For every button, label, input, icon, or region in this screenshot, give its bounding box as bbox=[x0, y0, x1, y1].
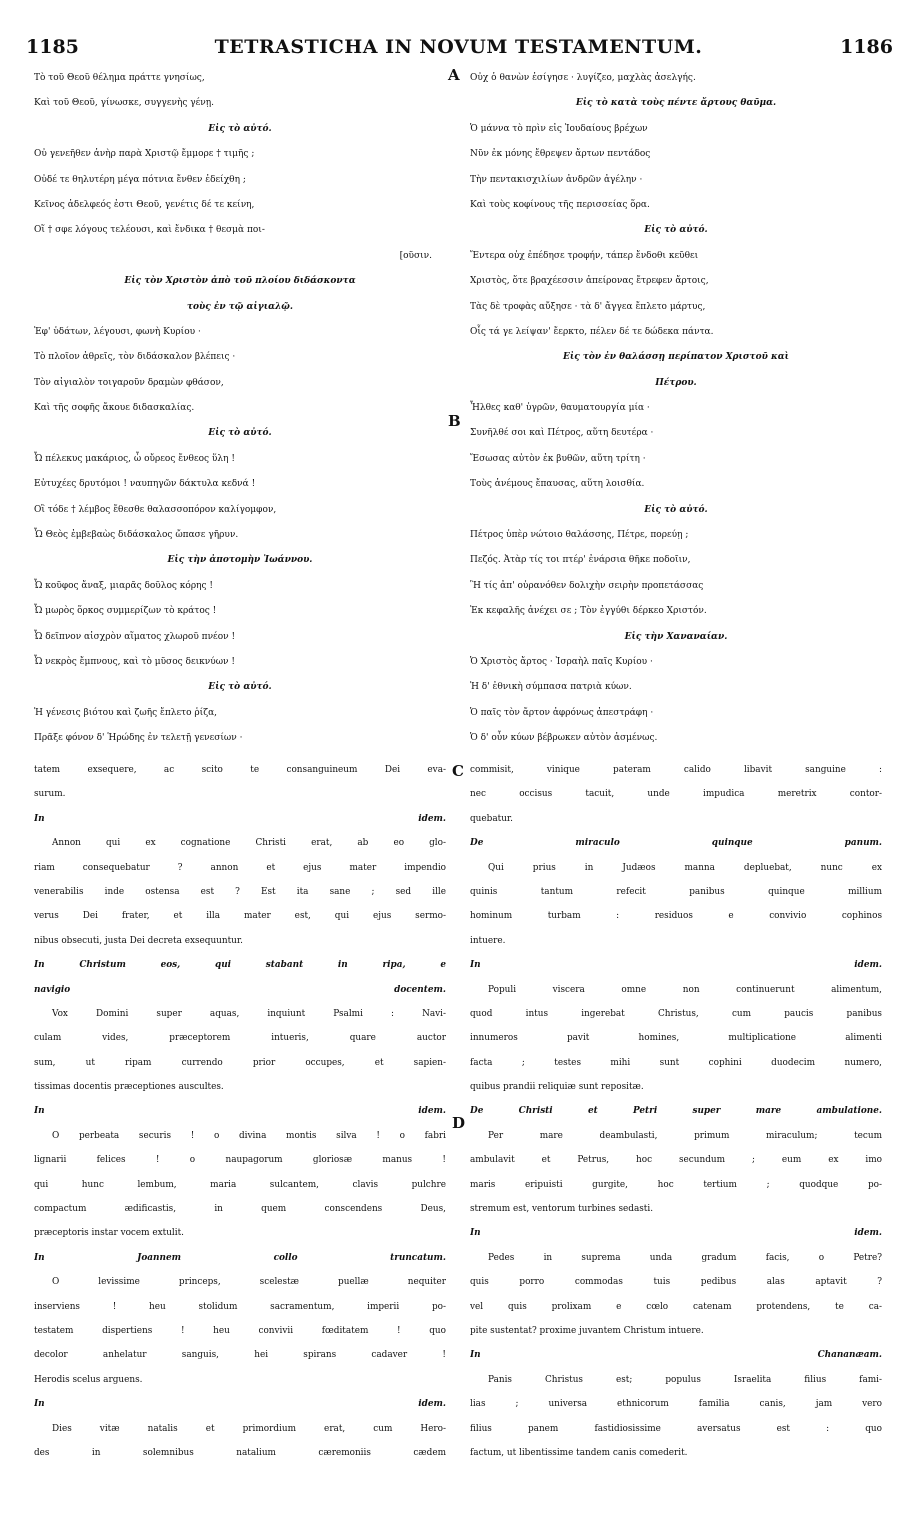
text-line: præceptoris instar vocem extulit. bbox=[34, 1228, 184, 1239]
margin-marker-c: C bbox=[452, 762, 464, 780]
section-heading: In idem. bbox=[470, 960, 882, 971]
section-heading: In Joannem collo truncatum. bbox=[34, 1252, 446, 1263]
section-heading: In Chananæam. bbox=[470, 1350, 882, 1361]
section-heading: In idem. bbox=[34, 813, 446, 824]
section-heading: Εἰς τὸ κατὰ τοὺς πέντε ἄρτους θαῦμα. bbox=[575, 98, 777, 109]
text-line: tissimas docentis præceptiones auscultes. bbox=[34, 1082, 224, 1093]
greek-column-left bbox=[34, 66, 446, 744]
text-line: Ἡ γένεσις βιότου καὶ ζωῆς ἔπλετο ῥίζα, bbox=[34, 707, 218, 718]
text-line: riam consequebatur ? annon et ejus mater impendio bbox=[34, 862, 446, 873]
text-line: Οὐ γενεῆθεν ἀνὴρ παρὰ Χριστῷ ἔμμορε † τιμῆς ; bbox=[34, 149, 255, 160]
text-line: tatem exsequere, ac scito te consanguineum Dei eva- bbox=[34, 765, 446, 775]
text-line: inserviens ! heu stolidum sacramentum, imperii po- bbox=[34, 1301, 446, 1312]
section-heading: In idem. bbox=[34, 1106, 446, 1117]
page-number-right: 1186 bbox=[840, 36, 893, 58]
section-heading: Εἰς τὴν ἀποτομὴν Ἰωάννου. bbox=[167, 555, 313, 566]
page-number-left: 1185 bbox=[26, 36, 79, 58]
text-line: stremum est, ventorum turbines sedasti. bbox=[470, 1204, 654, 1215]
text-line: Καὶ τοῦ Θεοῦ, γίνωσκε, συγγενὴς γένῃ. bbox=[34, 98, 215, 109]
text-line: Pedes in suprema unda gradum facis, o Petre? bbox=[488, 1252, 882, 1263]
text-line: ambulavit et Petrus, hoc secundum ; eum ex imo bbox=[470, 1155, 882, 1166]
margin-marker-a: A bbox=[448, 66, 460, 84]
text-line: Populi viscera omne non continuerunt alimentum, bbox=[488, 984, 882, 995]
text-line: Annon qui ex cognatione Christi erat, ab eo glo- bbox=[52, 838, 446, 849]
text-line: Ἐκ κεφαλῆς ἀνέχει σε ; Τὸν ἐγγύθι δέρκεο Χριστόν. bbox=[470, 606, 707, 617]
text-line: Κεῖνος ἀδελφεός ἐστι Θεοῦ, γενέτις δέ τε κείνη, bbox=[34, 199, 255, 210]
text-line: Οἵ † σφε λόγους τελέουσι, καὶ ἔνδικα † θεσμὰ ποι- bbox=[34, 225, 265, 236]
latin-column-left bbox=[34, 758, 446, 1538]
text-line: Ἔντερα οὐχ ἐπέδησε τροφήν, τάπερ ἔνδοθι κεῦθει bbox=[470, 250, 699, 261]
text-line: quinis tantum refecit panibus quinque millium bbox=[470, 886, 882, 897]
section-heading: Εἰς τὸ αὐτό. bbox=[208, 123, 272, 134]
text-line: Panis Christus est; populus Israelita filius fami- bbox=[488, 1374, 882, 1385]
section-heading: Εἰς τὴν Χαναναίαν. bbox=[624, 631, 728, 642]
section-heading: In idem. bbox=[34, 1399, 446, 1410]
margin-marker-b: B bbox=[448, 412, 461, 430]
section-heading: Εἰς τὸν Χριστὸν ἀπὸ τοῦ πλοίου διδάσκοντα bbox=[124, 276, 356, 287]
text-line: Ἢ τίς ἀπ' οὐρανόθεν δολιχὴν σειρὴν προπετάσσας bbox=[470, 580, 704, 591]
text-line: Ὦ κοῦφος ἄναξ, μιαρᾶς δοῦλος κόρης ! bbox=[34, 580, 214, 591]
section-heading: In idem. bbox=[470, 1228, 882, 1239]
text-line: Οἷς τά γε λείψαν' ἔερκτο, πέλεν δέ τε δώδεκα πάντα. bbox=[470, 326, 714, 337]
text-line: Vox Domini super aquas, inquiunt Psalmi : Navi- bbox=[52, 1008, 446, 1019]
section-heading: navigio docentem. bbox=[34, 984, 446, 995]
text-line: lignarii felices ! o naupagorum gloriosæ manus ! bbox=[34, 1155, 446, 1166]
text-line: quibus prandii reliquiæ sunt repositæ. bbox=[470, 1082, 644, 1093]
text-line: Qui prius in Judæos manna depluebat, nunc ex bbox=[488, 862, 882, 873]
section-heading: Εἰς τὸν ἐν θαλάσσῃ περίπατον Χριστοῦ καὶ bbox=[563, 352, 789, 363]
text-line: Πέτρος ὑπὲρ νώτοιο θαλάσσης, Πέτρε, πορεύῃ ; bbox=[470, 530, 689, 541]
text-line: Τοὺς ἀνέμους ἔπαυσας, αὕτη λοισθία. bbox=[470, 479, 645, 490]
text-line: innumeros pavit homines, multiplicatione alimenti bbox=[470, 1033, 882, 1044]
text-line: culam vides, præceptorem intueris, quare auctor bbox=[34, 1033, 446, 1044]
text-line: Τὸ πλοῖον ἀθρεῖς, τὸν διδάσκαλον βλέπεις · bbox=[34, 352, 236, 363]
text-line: Ἦλθες καθ' ὑγρῶν, θαυματουργία μία · bbox=[470, 403, 650, 414]
text-line: sum, ut ripam currendo prior occupes, et sapien- bbox=[34, 1057, 446, 1068]
text-line: Ὁ μάννα τὸ πρὶν εἰς Ἰουδαίους βρέχων bbox=[470, 123, 648, 134]
text-line: decolor anhelatur sanguis, hei spirans cadaver ! bbox=[34, 1350, 446, 1361]
text-line: Τὸν αἰγιαλὸν τοιγαροῦν δραμὼν φθάσον, bbox=[34, 377, 224, 388]
text-line: Ἡ δ' ἐθνικὴ σύμπασα πατριὰ κύων. bbox=[470, 682, 632, 693]
text-line: Ὦ δεῖπνον αἰσχρὸν αἵματος χλωροῦ πνέον ! bbox=[34, 631, 236, 642]
greek-column-right bbox=[470, 66, 882, 744]
text-line: Τὰς δὲ τροφὰς αὔξησε · τὰ δ' ἄγγεα ἔπλετο μάρτυς, bbox=[470, 301, 706, 312]
section-heading: De Christi et Petri super mare ambulatione. bbox=[470, 1106, 882, 1117]
text-line: factum, ut libentissime tandem canis comederit. bbox=[470, 1447, 688, 1458]
section-heading: Εἰς τὸ αὐτό. bbox=[644, 504, 708, 515]
text-line: [οῦσιν. bbox=[399, 250, 432, 261]
text-line: facta ; testes mihi sunt cophini duodecim numero, bbox=[470, 1057, 882, 1068]
text-line: Πρᾶξε φόνον δ' Ἡρώδης ἐν τελετῇ γενεσίων · bbox=[34, 733, 243, 744]
text-line: quod intus ingerebat Christus, cum paucis panibus bbox=[470, 1008, 882, 1019]
text-line: Νῦν ἐκ μόνης ἔθρεψεν ἄρτων πεντάδος bbox=[470, 149, 651, 160]
section-heading: τοὺς ἐν τῷ αἰγιαλῷ. bbox=[186, 301, 294, 312]
section-heading: Εἰς τὸ αὐτό. bbox=[644, 225, 708, 236]
text-line: des in solemnibus natalium cæremoniis cædem bbox=[34, 1447, 446, 1458]
text-line: Οὐδέ τε θηλυτέρη μέγα πότνια ἔνθεν ἐδείχθη ; bbox=[34, 174, 246, 185]
margin-marker-d: D bbox=[452, 1114, 466, 1132]
text-line: nibus obsecuti, justa Dei decreta exsequuntur. bbox=[34, 935, 243, 946]
text-line: vel quis prolixam e cœlo catenam protendens, te ca- bbox=[470, 1301, 882, 1312]
running-title: TETRASTICHA IN NOVUM TESTAMENTUM. bbox=[214, 36, 703, 58]
page-header bbox=[0, 6, 917, 58]
text-line: compactum ædificastis, in quem conscendens Deus, bbox=[34, 1204, 446, 1215]
text-line: Οἳ τόδε † λέμβος ἔθεσθε θαλασσοπόρον καλίγομφον, bbox=[34, 504, 277, 515]
latin-column-right bbox=[470, 758, 882, 1538]
text-line: Ἐφ' ὑδάτων, λέγουσι, φωνὴ Κυρίου · bbox=[34, 326, 201, 337]
text-line: Ἔσωσας αὐτὸν ἐκ βυθῶν, αὕτη τρίτη · bbox=[470, 453, 646, 464]
text-line: maris eripuisti gurgite, hoc tertium ; quodque po- bbox=[470, 1179, 882, 1190]
text-line: Per mare deambulasti, primum miraculum; tecum bbox=[488, 1130, 882, 1141]
text-line: Ὁ Χριστὸς ἄρτος · Ἰσραὴλ παῖς Κυρίου · bbox=[470, 656, 653, 667]
text-line: Ὁ δ' οὖν κύων βέβρωκεν αὐτὸν ἀσμένως. bbox=[470, 733, 658, 744]
text-line: qui hunc lembum, maria sulcantem, clavis pulchre bbox=[34, 1179, 446, 1190]
text-line: commisit, vinique pateram calido libavit sanguine : bbox=[470, 765, 882, 775]
text-line: verus Dei frater, et illa mater est, qui ejus sermo- bbox=[34, 911, 446, 922]
text-line: hominum turbam : residuos e convivio cophinos bbox=[470, 911, 882, 922]
text-line: Ὦ νεκρὸς ἔμπνους, καὶ τὸ μῦσος δεικνύων ! bbox=[34, 656, 235, 667]
text-line: quis porro commodas tuis pedibus alas aptavit ? bbox=[470, 1277, 882, 1288]
text-line: Χριστὸς, ὅτε βραχέεσσιν ἀπείρονας ἔτρεφεν ἄρτοις, bbox=[470, 276, 709, 287]
text-line: O levissime princeps, scelestæ puellæ nequiter bbox=[52, 1277, 446, 1288]
text-line: quebatur. bbox=[470, 813, 513, 824]
text-line: pite sustentat? proxime juvantem Christum intuere. bbox=[470, 1325, 704, 1336]
text-line: intuere. bbox=[470, 935, 506, 946]
section-heading: In Christum eos, qui stabant in ripa, e bbox=[34, 960, 446, 971]
text-line: Οὐχ ὁ θανὼν ἐσίγησε · λυγίζεο, μαχλὰς ἀσελγής. bbox=[470, 73, 696, 83]
text-line: Καὶ τῆς σοφῆς ἄκουε διδασκαλίας. bbox=[34, 403, 195, 414]
text-line: Καὶ τοὺς κοφίνους τῆς περισσείας ὅρα. bbox=[470, 199, 650, 210]
text-line: testatem dispertiens ! heu convivii fœditatem ! quo bbox=[34, 1325, 446, 1336]
text-line: Dies vitæ natalis et primordium erat, cum Hero- bbox=[52, 1423, 446, 1434]
text-line: Τὸ τοῦ Θεοῦ θέλημα πράττε γνησίως, bbox=[34, 73, 205, 83]
section-heading: Πέτρου. bbox=[655, 377, 697, 388]
text-line: nec occisus tacuit, unde impudica meretrix contor- bbox=[470, 789, 882, 800]
text-line: Εὐτυχέες δρυτόμοι ! ναυπηγῶν δάκτυλα κεδνά ! bbox=[34, 479, 256, 490]
text-line: filius panem fastidiosissime aversatus est : quo bbox=[470, 1423, 882, 1434]
text-line: O perbeata securis ! o divina montis silva ! o fabri bbox=[52, 1130, 446, 1141]
text-line: Πεζός. Ἀτὰρ τίς τοι πτέρ' ἐνάρσια θῆκε ποδοῖιν, bbox=[470, 555, 691, 566]
section-heading: Εἰς τὸ αὐτό. bbox=[208, 428, 272, 439]
text-line: Herodis scelus arguens. bbox=[34, 1374, 143, 1385]
text-line: venerabilis inde ostensa est ? Est ita sane ; sed ille bbox=[34, 886, 446, 897]
section-heading: Εἰς τὸ αὐτό. bbox=[208, 682, 272, 693]
text-line: Ὧ Θεὸς ἐμβεβαὼς διδάσκαλος ὤπασε γῆρυν. bbox=[34, 530, 239, 541]
text-line: Ὦ μωρὸς ὅρκος συμμερίζων τὸ κράτος ! bbox=[34, 606, 217, 617]
text-line: Συνῆλθέ σοι καὶ Πέτρος, αὕτη δευτέρα · bbox=[470, 428, 654, 439]
text-line: surum. bbox=[34, 789, 66, 800]
text-line: lias ; universa ethnicorum familia canis, jam vero bbox=[470, 1399, 882, 1410]
text-line: Τὴν πεντακισχιλίων ἀνδρῶν ἀγέλην · bbox=[470, 174, 643, 185]
text-line: Ὦ πέλεκυς μακάριος, ὦ οὔρεος ἔνθεος ὕλη ! bbox=[34, 453, 235, 464]
section-heading: De miraculo quinque panum. bbox=[470, 838, 882, 849]
text-line: Ὁ παῖς τὸν ἄρτον ἀφρόνως ἀπεστράφη · bbox=[470, 707, 654, 718]
